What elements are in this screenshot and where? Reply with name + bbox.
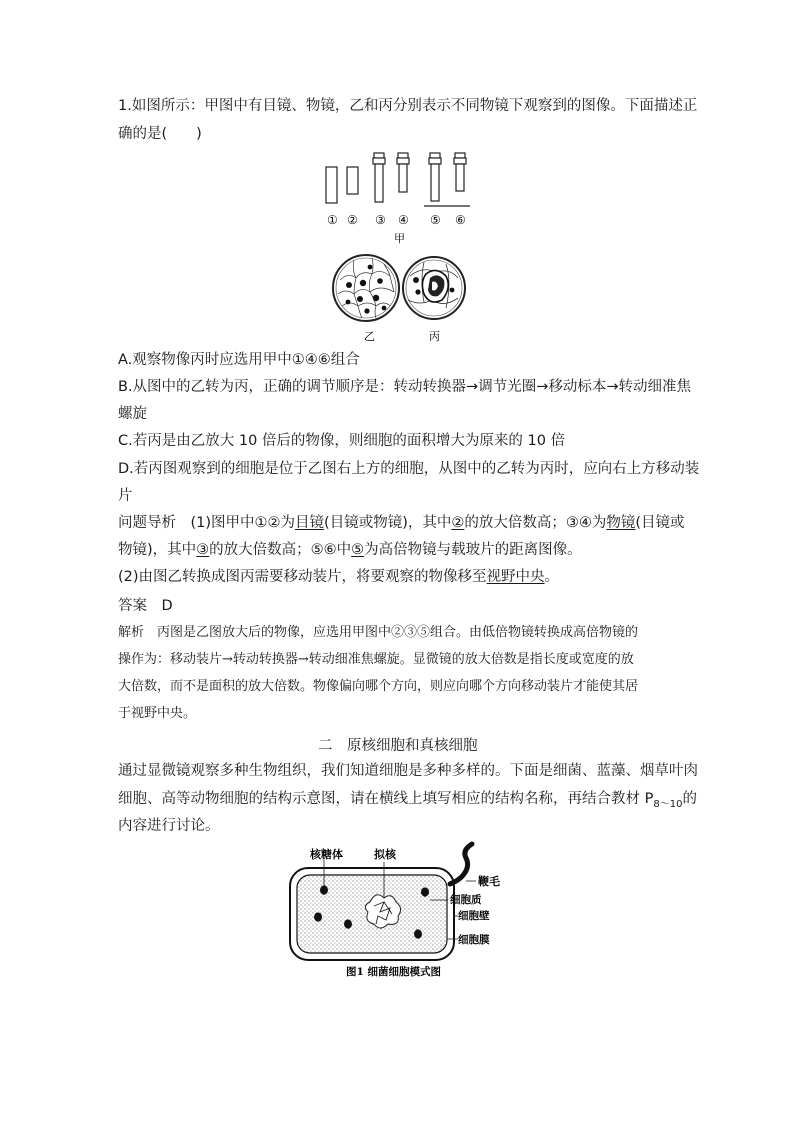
- answer-label: 答案 D: [118, 598, 173, 614]
- guide-answer: 物镜: [606, 515, 636, 531]
- guide-answer: 视野中央: [486, 569, 545, 585]
- question-line-2: 确的是( ): [118, 126, 202, 142]
- explanation-line-2: 操作为：移动装片→转动转换器→转动细准焦螺旋。显微镜的放大倍数是指长度或宽度的放: [118, 652, 634, 667]
- figure-bacterium: [280, 840, 520, 980]
- section-text: 细胞、高等动物细胞的结构示意图，请在横线上填写相应的结构名称，再结合教材 P: [118, 791, 654, 807]
- lens-number: ④: [398, 213, 409, 227]
- guide-answer: ②: [451, 515, 465, 531]
- guide-text: (2)由图乙转换成图丙需要移动装片，将要观察的物像移至: [118, 569, 487, 585]
- guide-text: 为高倍物镜与载玻片的距离图像。: [364, 542, 582, 558]
- option-d-line-2: 片: [118, 488, 133, 504]
- figure-yi-bing-views: [332, 250, 466, 345]
- lens-number: ②: [347, 213, 358, 227]
- option-b-line-1: B.从图中的乙转为丙，正确的调节顺序是：转动转换器→调节光圈→移动标本→转动细准焦: [118, 379, 692, 395]
- guide-text: 物镜)，其中: [118, 542, 197, 558]
- guide-text: (目镜或物镜)，其中: [324, 515, 452, 531]
- question-line-1: 1.如图所示：甲图中有目镜、物镜，乙和丙分别表示不同物镜下观察到的图像。下面描述正: [118, 98, 698, 114]
- guide-text: (目镜或: [635, 515, 685, 531]
- guide-answer: ③: [196, 542, 210, 558]
- section-subscript: 8～10: [653, 798, 683, 810]
- label-flagellum: 鞭毛: [478, 875, 500, 888]
- view-bing: [403, 257, 465, 319]
- guide-text: 。: [544, 569, 560, 585]
- explanation-line-4: 于视野中央。: [118, 706, 197, 721]
- explanation-line-1: 解析 丙图是乙图放大后的物像，应选用甲图中②③⑤组合。由低倍物镜转换成高倍物镜的: [118, 625, 639, 640]
- lens-number: ③: [375, 213, 386, 227]
- section-para-line-1: 通过显微镜观察多种生物组织，我们知道细胞是多种多样的。下面是细菌、蓝藻、烟草叶肉: [118, 763, 698, 779]
- guide-text: 的放大倍数高；⑤⑥中: [209, 542, 352, 558]
- figure-jia-caption: 甲: [394, 232, 405, 245]
- guide-text: 问题导析 (1)图甲中①②为: [118, 515, 296, 531]
- figure-jia-lenses: [318, 148, 478, 246]
- figure-bing-caption: 丙: [429, 330, 440, 343]
- label-cytoplasm: 细胞质: [450, 894, 482, 906]
- lens-number: ①: [327, 213, 338, 227]
- option-c: C.若丙是由乙放大 10 倍后的物像，则细胞的面积增大为原来的 10 倍: [118, 433, 566, 449]
- guide-line-2: [118, 540, 582, 560]
- label-nucleoid: 拟核: [374, 848, 396, 861]
- figure-yi-caption: 乙: [364, 330, 375, 343]
- guide-line-1: [118, 513, 685, 533]
- lens-number: ⑤: [430, 213, 441, 227]
- guide-line-3: [118, 567, 559, 587]
- view-yi: [333, 255, 399, 321]
- label-ribosome: 核糖体: [310, 848, 343, 861]
- guide-text: 的放大倍数高；③④为: [464, 515, 607, 531]
- guide-answer: 目镜: [295, 515, 325, 531]
- label-cell-membrane: 细胞膜: [458, 934, 490, 946]
- section-title: 二 原核细胞和真核细胞: [318, 738, 478, 754]
- option-b-line-2: 螺旋: [118, 406, 147, 422]
- explanation-line-3: 大倍数，而不是面积的放大倍数。物像偏向哪个方向，则应向哪个方向移动装片才能使其居: [118, 679, 639, 694]
- option-d-line-1: D.若丙图观察到的细胞是位于乙图右上方的细胞，从图中的乙转为丙时，应向右上方移动装: [118, 461, 700, 477]
- option-a: A.观察物像丙时应选用甲中①④⑥组合: [118, 352, 360, 368]
- label-cell-wall: 细胞壁: [458, 910, 490, 922]
- guide-answer: ⑤: [351, 542, 365, 558]
- figure-1-caption: 图1 细菌细胞模式图: [346, 966, 441, 978]
- section-para-line-3: 内容进行讨论。: [118, 818, 220, 834]
- section-para-line-2: [118, 789, 697, 815]
- lens-number: ⑥: [455, 213, 466, 227]
- section-text: 的: [682, 791, 697, 807]
